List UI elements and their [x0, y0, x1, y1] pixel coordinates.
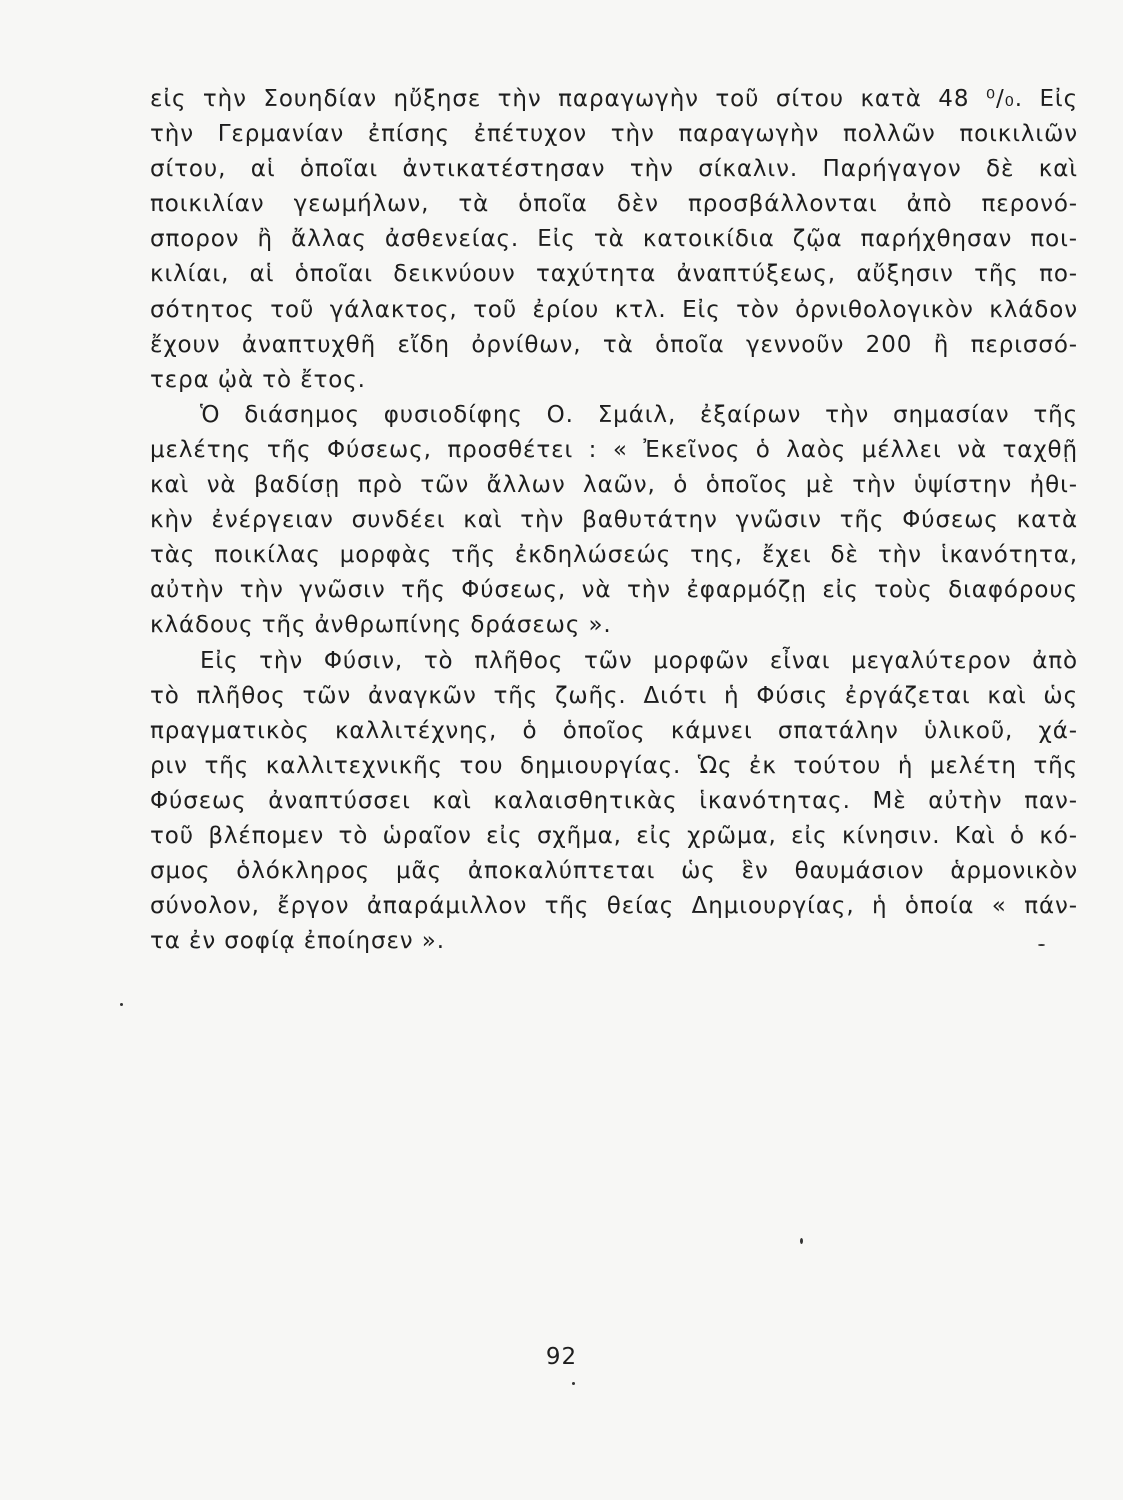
text-line: τὴν Γερμανίαν ἐπίσης ἐπέτυχον τὴν παραγωγὴν πολλῶν ποικιλιῶν: [150, 121, 1078, 148]
paragraph-3: [150, 644, 1078, 960]
text-line: Εἰς τὴν Φύσιν, τὸ πλῆθος τῶν μορφῶν εἶναι μεγαλύτερον ἀπὸ: [200, 647, 1078, 674]
text-line: σίτου, αἱ ὁποῖαι ἀντικατέστησαν τὴν σίκαλιν. Παρήγαγον δὲ καὶ: [150, 156, 1078, 183]
text-line: αὐτὴν τὴν γνῶσιν τῆς Φύσεως, νὰ τὴν ἐφαρμόζῃ εἰς τοὺς διαφόρους: [150, 577, 1078, 604]
paragraph-2: [150, 398, 1078, 644]
text-line: μελέτης τῆς Φύσεως, προσθέτει : « Ἐκεῖνος ὁ λαὸς μέλλει νὰ ταχθῇ: [150, 436, 1078, 463]
text-line: εἰς τὴν Σουηδίαν ηὔξησε τὴν παραγωγὴν τοῦ σίτου κατὰ 48 ⁰/₀. Εἰς: [150, 86, 1078, 112]
text-line: Φύσεως ἀναπτύσσει καὶ καλαισθητικὰς ἱκανότητας. Μὲ αὐτὴν παν-: [150, 787, 1078, 814]
text-line: Ὁ διάσημος φυσιοδίφης Ο. Σμάιλ, ἐξαίρων τὴν σημασίαν τῆς: [200, 401, 1078, 428]
text-line: τερα ᾠὰ τὸ ἔτος.: [150, 366, 366, 393]
text-line: πραγματικὸς καλλιτέχνης, ὁ ὁποῖος κάμνει σπατάλην ὑλικοῦ, χά-: [150, 717, 1078, 744]
body-text: [150, 82, 1078, 959]
text-line: ἔχουν ἀναπτυχθῆ εἴδη ὀρνίθων, τὰ ὁποῖα γεννοῦν 200 ἢ περισσό-: [150, 331, 1078, 358]
paragraph-1: [150, 82, 1078, 398]
scan-speck: [1038, 944, 1045, 946]
text-line: σμος ὁλόκληρος μᾶς ἀποκαλύπτεται ὡς ἓν θαυμάσιον ἁρμονικὸν: [150, 858, 1078, 885]
text-line: τὸ πλῆθος τῶν ἀναγκῶν τῆς ζωῆς. Διότι ἡ Φύσις ἐργάζεται καὶ ὡς: [150, 682, 1078, 709]
text-line: τὰς ποικίλας μορφὰς τῆς ἐκδηλώσεώς της, ἔχει δὲ τὴν ἱκανότητα,: [150, 542, 1078, 569]
scan-speck: [800, 1238, 803, 1244]
text-line: σπορον ἢ ἄλλας ἀσθενείας. Εἰς τὰ κατοικίδια ζῷα παρήχθησαν ποι-: [150, 226, 1078, 253]
scan-speck: [120, 1003, 123, 1006]
text-line: τοῦ βλέπομεν τὸ ὡραῖον εἰς σχῆμα, εἰς χρῶμα, εἰς κίνησιν. Καὶ ὁ κό-: [150, 822, 1078, 849]
text-line: σύνολον, ἔργον ἀπαράμιλλον τῆς θείας Δημιουργίας, ἡ ὁποία « πάν-: [150, 893, 1078, 920]
text-line: ριν τῆς καλλιτεχνικῆς του δημιουργίας. Ὡς ἐκ τούτου ἡ μελέτη τῆς: [150, 752, 1078, 779]
text-line: κιλίαι, αἱ ὁποῖαι δεικνύουν ταχύτητα ἀναπτύξεως, αὔξησιν τῆς πο-: [150, 261, 1078, 288]
page-number: 92: [545, 1344, 578, 1370]
scan-speck: [572, 1382, 575, 1385]
text-line: καὶ νὰ βαδίσῃ πρὸ τῶν ἄλλων λαῶν, ὁ ὁποῖος μὲ τὴν ὑψίστην ἠθι-: [150, 472, 1078, 499]
text-line: ποικιλίαν γεωμήλων, τὰ ὁποῖα δὲν προσβάλλονται ἀπὸ περονό-: [150, 191, 1078, 218]
text-line: σότητος τοῦ γάλακτος, τοῦ ἐρίου κτλ. Εἰς τὸν ὀρνιθολογικὸν κλάδον: [150, 296, 1078, 323]
text-line: κὴν ἐνέργειαν συνδέει καὶ τὴν βαθυτάτην γνῶσιν τῆς Φύσεως κατὰ: [150, 507, 1078, 534]
text-line: κλάδους τῆς ἀνθρωπίνης δράσεως ».: [150, 612, 612, 639]
text-line: τα ἐν σοφίᾳ ἐποίησεν ».: [150, 928, 445, 955]
